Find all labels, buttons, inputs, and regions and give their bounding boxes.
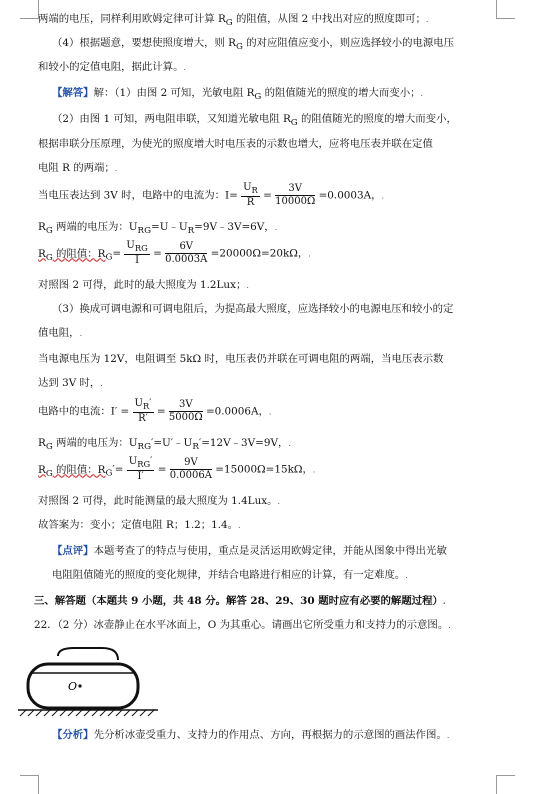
solution-line: 【解答】解：（1）由图 2 可知，光敏电阻 $R_G$ 的阻值随光的照度的增大而变小；. — [52, 87, 424, 103]
analysis-line: 【分析】先分析冰壶受重力、支持力的作用点、方向，再根据力的示意图的画法作图。. — [52, 729, 450, 741]
formula-line: $R_G$ 的阻值：$R_G=$ $\frac{U_{RG}}{I}$ = $\frac{6V}{0.0003A}$ =20000Ω=20kΩ，. — [38, 240, 311, 266]
curling-stone-figure — [18, 640, 178, 720]
text-line: （4）根据题意，要想使照度增大，则 $R_G$ 的对应阻值应变小，则应选择较小的电源电压 — [52, 37, 455, 53]
curling-handle — [58, 648, 118, 660]
analysis-tag: 【分析】 — [52, 729, 94, 741]
fraction: $\frac{U_{RG}}{I}$ — [126, 240, 148, 266]
text-line: 电阻阻值随光的照度的变化规律，并结合电路进行相应的计算，有一定难度。. — [52, 569, 408, 581]
text-line: 和较小的定值电阻，据此计算。. — [38, 61, 187, 73]
formula-line: $R_G$ 的阻值：$R_G'=$ $\frac{U_{RG}'}{I'}$ = $\frac{9V}{0.0006A}$ =15000Ω=15kΩ，. — [38, 456, 316, 482]
review-line: 【点评】本题考查了的特点与使用，重点是灵活运用欧姆定律，并能从图象中得出光敏 — [52, 545, 447, 557]
formula-line: 电路中的电流：I′ = $\frac{U_R'}{R'}$ = $\frac{3V}{5000\Omega}$ =0.0006A，. — [38, 398, 272, 424]
text-line: $R_G$ 两端的电压为：$U_{RG}=U﹣U_R=9V﹣3V=6V$，. — [38, 221, 278, 237]
text-line: （2）由图 1 可知，两电阻串联，又知道光敏电阻 $R_G$ 的阻值随光的照度的增大而变小， — [52, 113, 457, 129]
crop-mark-top-left — [20, 0, 39, 19]
text-line: 对照图 2 可得，此时的最大照度为 1.2Lux；. — [38, 279, 249, 291]
text-line: 故答案为：变小；定值电阻 R；1.2；1.4。. — [38, 519, 241, 531]
text-line: 两端的电压，同样利用欧姆定律可计算 $R_G$ 的阻值，从图 2 中找出对应的照度即可；. — [38, 13, 429, 29]
ice-hatching — [20, 710, 154, 716]
text-line: 根据串联分压原理，为使光的照度增大时电压表的示数也增大，应将电压表并联在定值 — [38, 138, 433, 150]
fraction: $\frac{3V}{10000\Omega}$ — [275, 183, 316, 207]
curling-stone-body — [28, 664, 138, 708]
fraction: $\frac{U_{RG}'}{I'}$ — [128, 456, 153, 482]
fraction: $\frac{6V}{0.0003A}$ — [165, 241, 208, 265]
fraction: $\frac{9V}{0.0006A}$ — [169, 457, 212, 481]
center-of-gravity-dot — [78, 684, 81, 687]
question-line: 22．（2 分）冰壶静止在水平冰面上，O 为其重心。请画出它所受重力和支持力的示意图。. — [34, 619, 451, 631]
crop-mark-bottom-left — [20, 775, 39, 794]
review-tag: 【点评】 — [52, 545, 94, 557]
text-line: （3）换成可调电源和可调电阻后，为提高最大照度，应选择较小的电源电压和较小的定 — [52, 303, 454, 315]
fraction: $\frac{U_R'}{R'}$ — [134, 398, 152, 424]
text-line: 达到 3V 时，. — [38, 377, 103, 389]
fraction: $\frac{U_R}{R}$ — [243, 182, 258, 208]
section-heading: 三、解答题（本题共 9 小题，共 48 分。解答 28、29、30 题时应有必要的解题过程）. — [34, 595, 446, 607]
formula-line: 当电压表达到 3V 时，电路中的电流为：I= $\frac{U_R}{R}$ = $\frac{3V}{10000\Omega}$ =0.0003A，. — [38, 182, 385, 208]
crop-mark-top-right — [496, 0, 515, 19]
fraction: $\frac{3V}{5000\Omega}$ — [168, 399, 203, 423]
text-line: $R_G$ 两端的电压为：$U_{RG}'=U'﹣U_R'=12V﹣3V=9V$，. — [38, 437, 291, 453]
text-line: 值电阻，. — [38, 327, 83, 339]
crop-mark-bottom-right — [496, 775, 515, 794]
solution-tag: 【解答】 — [52, 87, 94, 99]
text-line: 对照图 2 可得，此时能测量的最大照度为 1.4Lux。. — [38, 495, 281, 507]
text-line: 当电源电压为 12V，电阻调至 5kΩ 时，电压表仍并联在可调电阻的两端，当电压表示数 — [38, 353, 444, 365]
center-label: O — [68, 680, 78, 693]
text-line: 电阻 R 的两端；. — [38, 162, 118, 174]
